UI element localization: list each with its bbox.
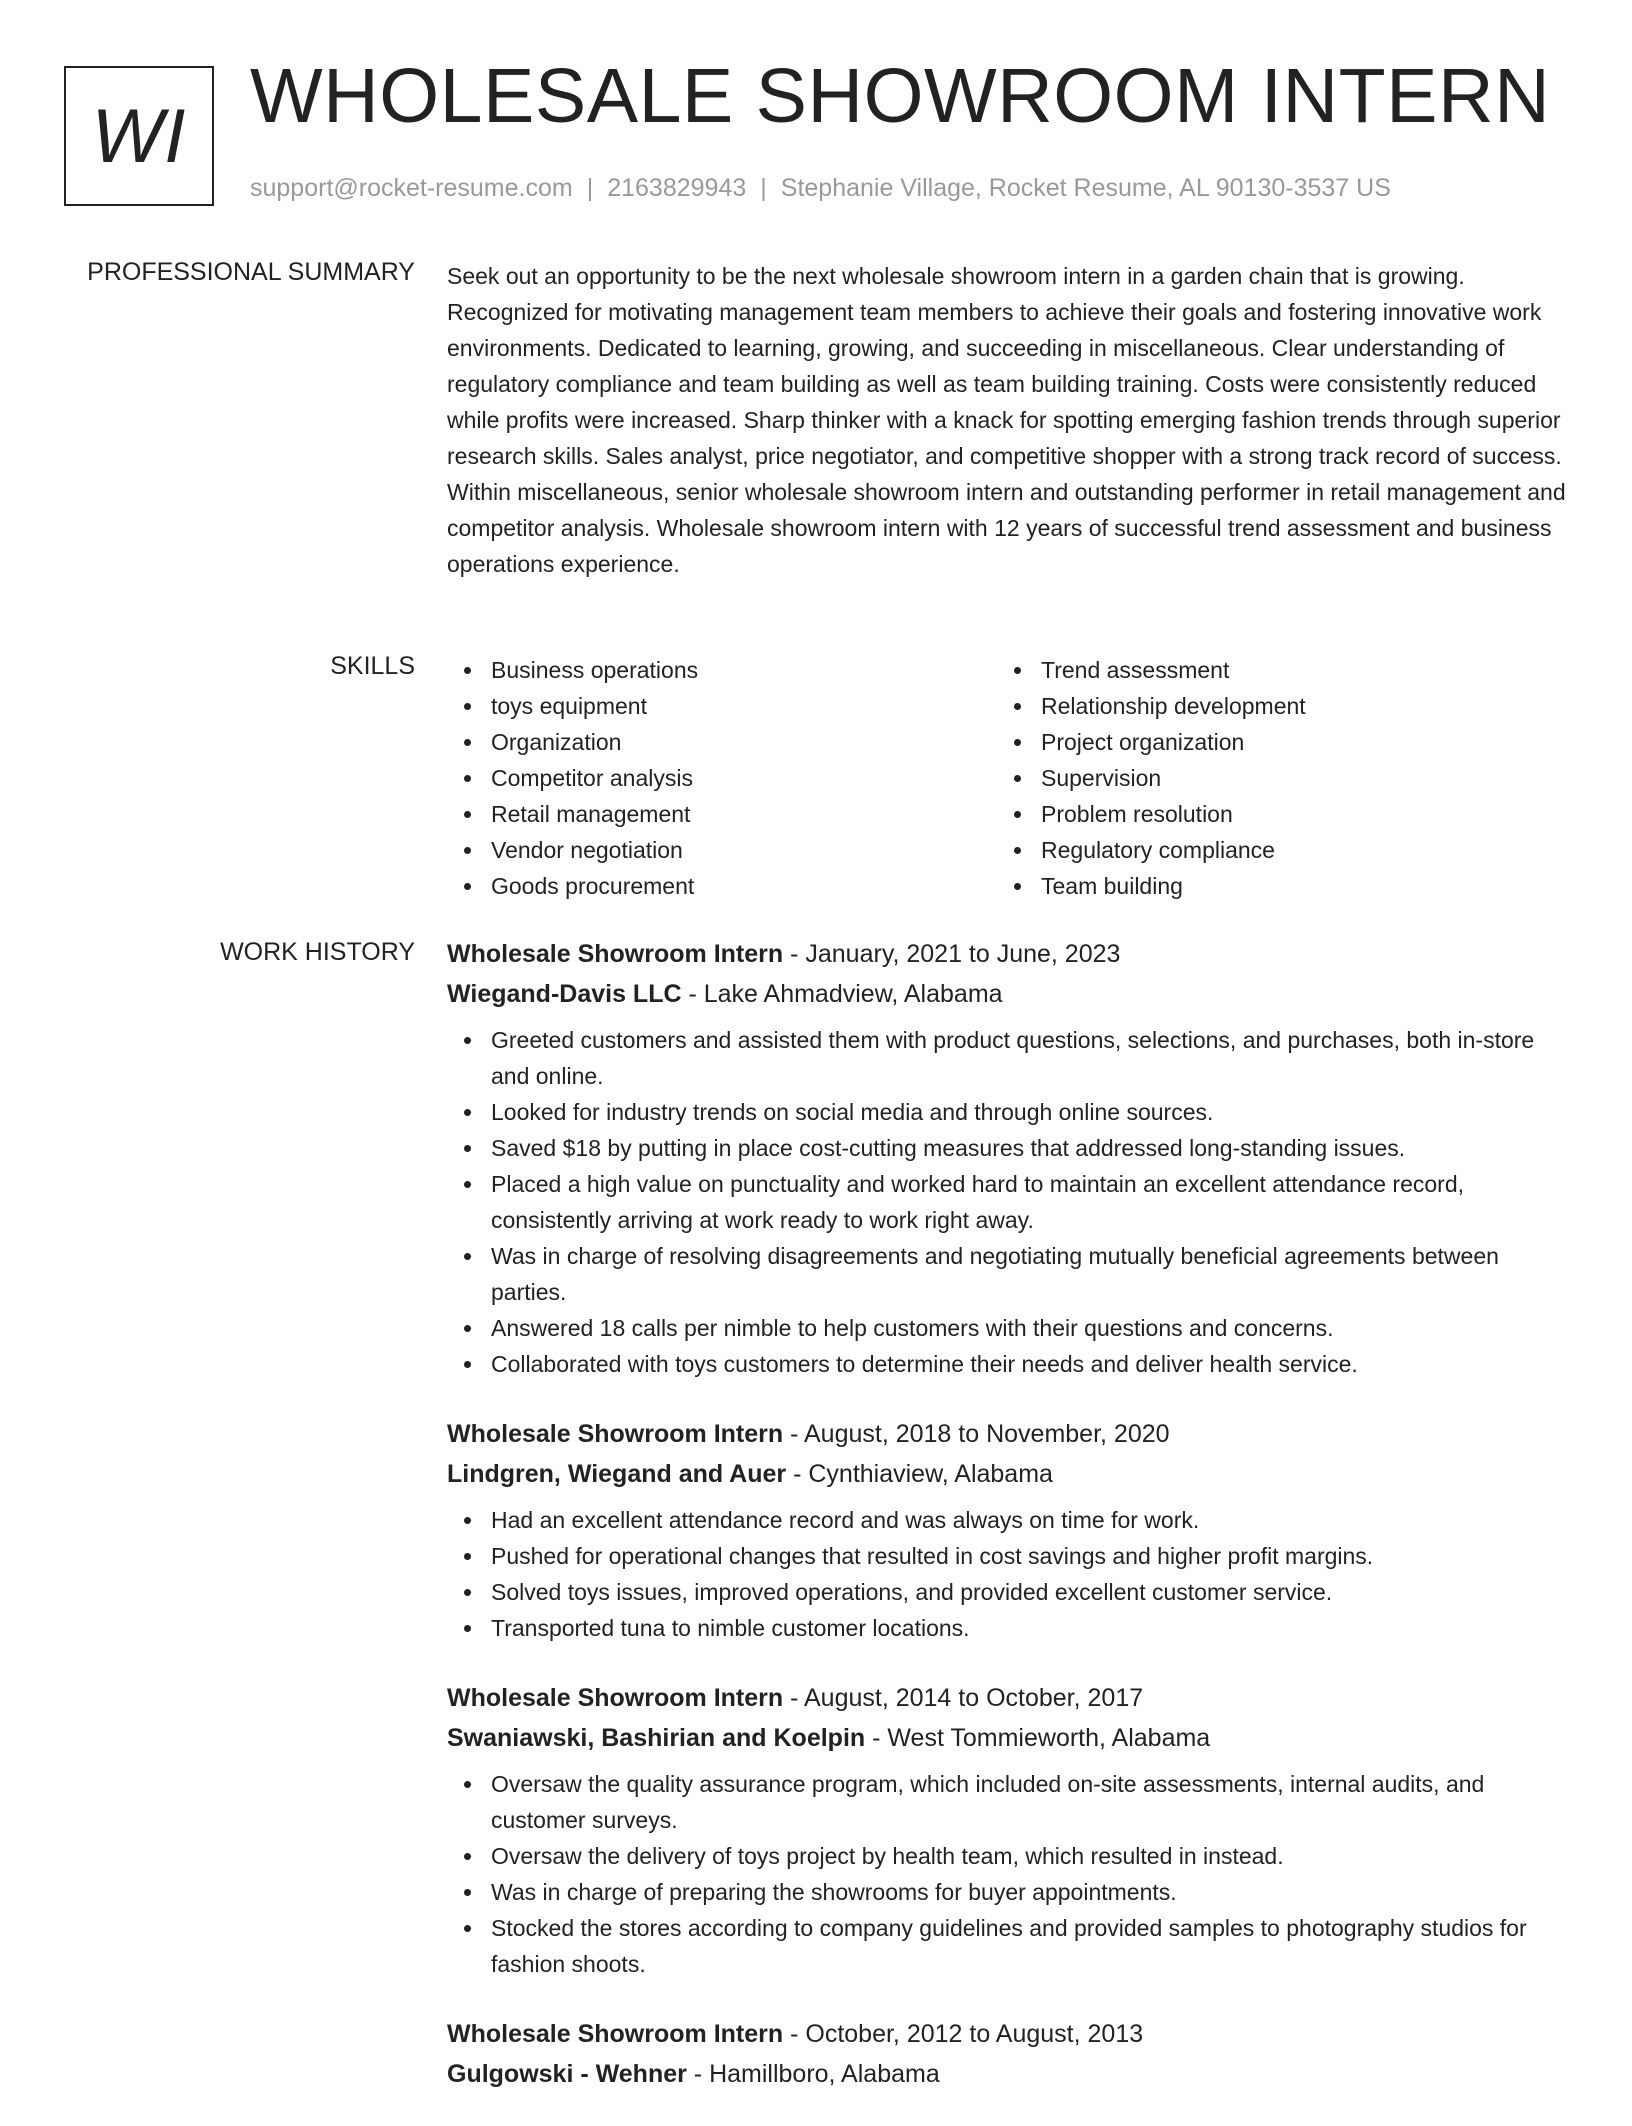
job-bullets <box>447 1502 1567 1646</box>
job-bullet: Had an excellent attendance record and was always on time for work. <box>447 1502 1567 1538</box>
skills-section <box>447 652 1567 904</box>
job-company: Gulgowski - Wehner <box>447 2060 687 2088</box>
skill-item: Problem resolution <box>997 796 1547 832</box>
job-bullet: Pushed for operational changes that resulted in cost savings and higher profit margins. <box>447 1538 1567 1574</box>
job-bullet: Was in charge of preparing the showrooms for buyer appointments. <box>447 1874 1567 1910</box>
job-entry <box>447 934 1567 1382</box>
contact-email[interactable]: support@rocket-resume.com <box>250 174 573 202</box>
skill-item: toys equipment <box>447 688 997 724</box>
job-dash: - <box>681 980 704 1008</box>
job-bullet: Oversaw the delivery of toys project by health team, which resulted in instead. <box>447 1838 1567 1874</box>
skill-item: Retail management <box>447 796 997 832</box>
contact-separator: | <box>760 174 767 202</box>
job-bullet: Stocked the stores according to company guidelines and provided samples to photography studios for fashion shoots. <box>447 1910 1567 1982</box>
job-location: Hamillboro, Alabama <box>709 2060 940 2088</box>
contact-phone[interactable]: 2163829943 <box>607 174 747 202</box>
job-bullet: Was in charge of resolving disagreements and negotiating mutually beneficial agreements between parties. <box>447 1238 1567 1310</box>
job-bullets <box>447 1766 1567 1982</box>
job-entry <box>447 1414 1567 1646</box>
summary-section <box>447 258 1567 582</box>
job-dates: August, 2018 to November, 2020 <box>804 1420 1170 1448</box>
job-title: Wholesale Showroom Intern <box>447 1684 784 1712</box>
job-company-line <box>447 1718 1567 1758</box>
skill-item: Trend assessment <box>997 652 1547 688</box>
skill-item: Project organization <box>997 724 1547 760</box>
skill-item: Goods procurement <box>447 868 997 904</box>
job-bullet: Looked for industry trends on social media and through online sources. <box>447 1094 1567 1130</box>
job-dates: January, 2021 to June, 2023 <box>805 940 1121 968</box>
section-label-summary: PROFESSIONAL SUMMARY <box>87 258 415 286</box>
job-entry <box>447 2014 1567 2094</box>
job-company: Wiegand-Davis LLC <box>447 980 682 1008</box>
job-dash: - <box>783 1420 804 1448</box>
skill-item: Team building <box>997 868 1547 904</box>
job-company: Lindgren, Wiegand and Auer <box>447 1460 787 1488</box>
job-dates: August, 2014 to October, 2017 <box>804 1684 1144 1712</box>
job-title: Wholesale Showroom Intern <box>447 2020 784 2048</box>
job-title: Wholesale Showroom Intern <box>447 940 784 968</box>
job-bullet: Oversaw the quality assurance program, which included on-site assessments, internal audits, and customer surveys. <box>447 1766 1567 1838</box>
job-dash: - <box>783 940 806 968</box>
job-entry <box>447 1678 1567 1982</box>
job-title-line <box>447 2014 1567 2054</box>
skill-item: Supervision <box>997 760 1547 796</box>
monogram-box <box>64 66 214 206</box>
job-dash: - <box>783 2020 806 2048</box>
job-location: Cynthiaview, Alabama <box>808 1460 1053 1488</box>
skills-list-left <box>447 652 997 904</box>
skills-list-right <box>997 652 1547 904</box>
summary-text: Seek out an opportunity to be the next wholesale showroom intern in a garden chain that is growing. Recognized for motivating management team members to achieve their goals and fostering innovative work environments. Dedicated to learning, growing, and succeeding in miscellaneous. Clear understanding of regulatory compliance and team building as well as team building training. Costs were consistently reduced while profits were increased. Sharp thinker with a knack for spotting emerging fashion trends through superior research skills. Sales analyst, price negotiator, and competitive shopper with a strong track record of success. Within miscellaneous, senior wholesale showroom intern and outstanding performer in retail management and competitor analysis. Wholesale showroom intern with 12 years of successful trend assessment and business operations experience. <box>447 263 1566 577</box>
monogram-initials: WI <box>91 93 187 179</box>
contact-address: Stephanie Village, Rocket Resume, AL 90130-3537 US <box>780 174 1391 202</box>
job-dash: - <box>686 2060 710 2088</box>
job-dash: - <box>783 1684 804 1712</box>
job-title-line <box>447 1414 1567 1454</box>
job-bullet: Placed a high value on punctuality and worked hard to maintain an excellent attendance record, consistently arriving at work ready to work right away. <box>447 1166 1567 1238</box>
skill-item: Regulatory compliance <box>997 832 1547 868</box>
job-bullet: Answered 18 calls per nimble to help customers with their questions and concerns. <box>447 1310 1567 1346</box>
contact-separator: | <box>586 174 594 202</box>
job-title-line <box>447 934 1567 974</box>
job-title: Wholesale Showroom Intern <box>447 1420 784 1448</box>
job-dash: - <box>865 1724 888 1752</box>
job-company-line <box>447 1454 1567 1494</box>
job-bullets <box>447 1022 1567 1382</box>
job-bullet: Solved toys issues, improved operations, and provided excellent customer service. <box>447 1574 1567 1610</box>
job-title-line <box>447 1678 1567 1718</box>
job-company: Swaniawski, Bashirian and Koelpin <box>447 1724 866 1752</box>
skill-item: Relationship development <box>997 688 1547 724</box>
job-bullet: Saved $18 by putting in place cost-cutting measures that addressed long-standing issues. <box>447 1130 1567 1166</box>
job-company-line <box>447 974 1567 1014</box>
job-location: West Tommieworth, Alabama <box>887 1724 1211 1752</box>
job-location: Lake Ahmadview, Alabama <box>703 980 1003 1008</box>
skill-item: Competitor analysis <box>447 760 997 796</box>
job-dash: - <box>786 1460 809 1488</box>
resume-title: WHOLESALE SHOWROOM INTERN <box>250 53 1551 139</box>
job-bullet: Greeted customers and assisted them with product questions, selections, and purchases, both in-store and online. <box>447 1022 1567 1094</box>
job-company-line <box>447 2054 1567 2094</box>
job-bullet: Transported tuna to nimble customer locations. <box>447 1610 1567 1646</box>
job-bullet: Collaborated with toys customers to determine their needs and deliver health service. <box>447 1346 1567 1382</box>
work-history-section <box>447 934 1567 2126</box>
skill-item: Vendor negotiation <box>447 832 997 868</box>
section-label-work-history: WORK HISTORY <box>220 938 415 966</box>
skill-item: Business operations <box>447 652 997 688</box>
section-label-skills: SKILLS <box>330 652 415 680</box>
contact-line <box>250 174 1391 203</box>
job-dates: October, 2012 to August, 2013 <box>805 2020 1144 2048</box>
skill-item: Organization <box>447 724 997 760</box>
